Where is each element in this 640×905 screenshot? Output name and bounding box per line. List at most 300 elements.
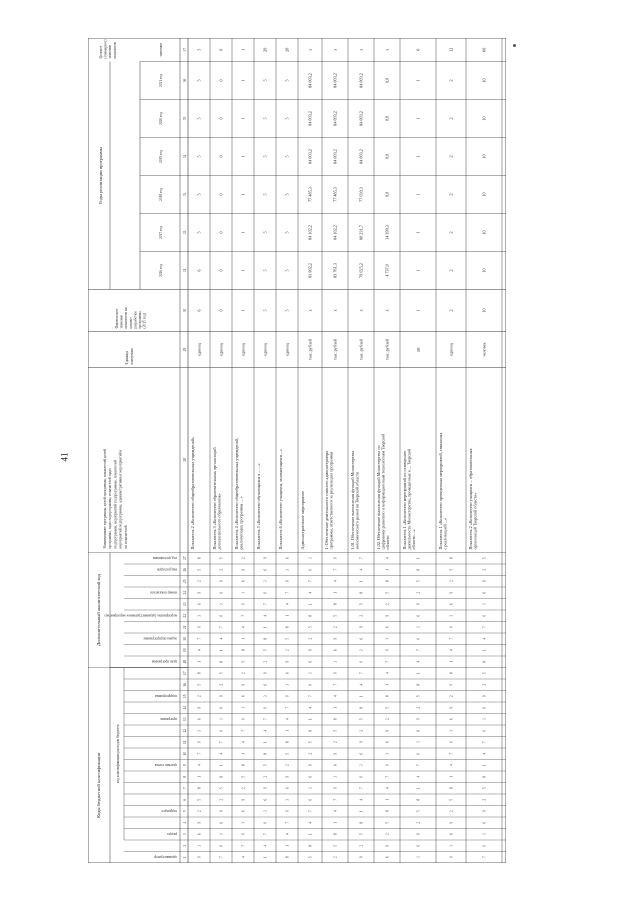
code-digit: 6: [285, 557, 290, 560]
row-name: [212, 447, 222, 550]
code-digit: 3: [285, 683, 290, 686]
code-digit: 7: [285, 591, 290, 594]
column-number: 34: [183, 154, 187, 159]
code-digit: 7: [482, 856, 487, 859]
row-year-value: 10: [481, 116, 487, 121]
text-line: измерения: [130, 348, 134, 365]
code-digit: 9: [219, 810, 224, 813]
code-digit: 9: [359, 856, 364, 859]
column-number: 25: [183, 579, 187, 584]
code-digit: 3: [333, 775, 338, 778]
text-line: (2015 год): [142, 313, 147, 329]
code-digit: 7: [359, 787, 364, 790]
row-target-value: 60: [481, 47, 487, 52]
row-year-value: 5: [284, 155, 290, 158]
text-line: с реализацией ...»: [442, 517, 448, 550]
code-digit: 0: [482, 729, 487, 732]
row-target-value: x: [332, 48, 338, 51]
code-digit: 8: [308, 614, 313, 617]
code-digit: 6: [263, 568, 268, 571]
row-target-value: 5: [196, 48, 202, 51]
code-digit: 4: [241, 856, 246, 859]
code-digit: 6: [416, 729, 421, 732]
code-digit: 2: [333, 856, 338, 859]
text-line: значение: [119, 314, 124, 329]
row-year-value: 0: [218, 79, 224, 82]
row-target-value: 0: [218, 48, 224, 51]
code-digit: 6: [219, 821, 224, 824]
code-digit: 6: [359, 637, 364, 640]
code-digit: 9: [385, 614, 390, 617]
code-digit: 9: [285, 660, 290, 663]
code-subheader: подраздел: [161, 808, 177, 813]
text-line: деятельности Министерства, проведенных в ... Тверской: [406, 448, 412, 550]
code-digit: 0: [359, 775, 364, 778]
code-digit: 0: [285, 580, 290, 583]
code-digit: 4: [449, 649, 454, 652]
code-digit: 6: [449, 603, 454, 606]
code-digit: 3: [219, 833, 224, 836]
code-digit: 1: [333, 706, 338, 709]
code-digit: 6: [385, 741, 390, 744]
row-year-value: 84 102,2: [332, 225, 338, 240]
column-number: 1: [183, 856, 187, 859]
row-year-value: 2: [448, 193, 454, 196]
code-digit: 1: [241, 637, 246, 640]
code-digit: 3: [359, 649, 364, 652]
text-line: Целевое: [99, 45, 103, 59]
code-digit: 9: [197, 821, 202, 824]
row-year-value: 84 003,2: [358, 111, 364, 126]
page-number: 41: [59, 452, 70, 462]
text-line: Единица: [125, 351, 129, 365]
row-year-value: 0,0: [384, 153, 390, 160]
code-digit: 5: [333, 844, 338, 847]
code-digit: 9: [449, 706, 454, 709]
code-digit: 5: [416, 580, 421, 583]
row-unit: тыс. рублей: [384, 339, 390, 360]
column-number: 9: [183, 764, 187, 767]
code-digit: 7: [219, 626, 224, 629]
code-digit: 5: [449, 798, 454, 801]
code-digit: 8: [333, 603, 338, 606]
code-digit: 9: [449, 821, 454, 824]
code-digit: 3: [308, 672, 313, 675]
row-name: [190, 437, 195, 550]
year-header: 2019 год: [159, 150, 163, 163]
code-digit: 6: [197, 603, 202, 606]
column-number: 32: [183, 230, 187, 235]
code-digit: 2: [385, 833, 390, 836]
code-digit: 5: [219, 557, 224, 560]
column-number: 19: [183, 648, 187, 653]
column-number: 27: [183, 556, 187, 561]
code-digit: 4: [285, 603, 290, 606]
code-digit: 9: [241, 798, 246, 801]
code-digit: 5: [333, 614, 338, 617]
text-line: показателя: [112, 41, 117, 59]
scan-mark: [513, 44, 516, 47]
column-number: 5: [183, 810, 187, 813]
code-digit: 2: [219, 683, 224, 686]
row-year-value: 1: [240, 193, 246, 196]
code-digit: 7: [241, 614, 246, 617]
code-digit: 7: [333, 798, 338, 801]
row-year-value: 5: [284, 269, 290, 272]
code-digit: 2: [359, 729, 364, 732]
code-digit: 6: [241, 695, 246, 698]
text-line: программы, задач подпрограммы, показателей задач: [108, 468, 113, 549]
code-digit: 6: [482, 821, 487, 824]
text-line: Наименование программы, целей программы, показателей целей: [103, 449, 107, 549]
code-digit: 3: [333, 660, 338, 663]
row-target-value: 6: [415, 48, 421, 51]
code-digit: 2: [359, 614, 364, 617]
code-digit: 1: [416, 787, 421, 790]
code-digit: 3: [197, 614, 202, 617]
code-digit: 1: [333, 591, 338, 594]
code-digit: 5: [385, 821, 390, 824]
column-number: 8: [183, 775, 187, 778]
row-year-value: 5: [196, 231, 202, 234]
row-year-value: 5: [284, 193, 290, 196]
code-digit: 5: [416, 810, 421, 813]
code-digit: 8: [416, 683, 421, 686]
code-digit: 2: [385, 718, 390, 721]
code-digit: 7: [482, 741, 487, 744]
code-digit: 2: [359, 844, 364, 847]
column-number: 16: [183, 682, 187, 687]
code-digit: 6: [219, 591, 224, 594]
row-unit: тыс. рублей: [358, 339, 364, 360]
column-number: 10: [183, 751, 187, 756]
code-digit: 5: [333, 729, 338, 732]
code-digit: 7: [385, 775, 390, 778]
code-digit: 1: [219, 649, 224, 652]
code-digit: 3: [416, 856, 421, 859]
code-digit: 3: [219, 603, 224, 606]
row-year-value: 84 003,2: [358, 149, 364, 164]
row-target-value: 20: [262, 47, 268, 52]
text-line: дополнительного образования»: [216, 493, 222, 550]
code-digit: 9: [197, 591, 202, 594]
text-line: Показатель 6 «Количество учащихся, занимающихся ...»: [278, 448, 283, 550]
code-digit: 2: [197, 580, 202, 583]
code-digit: 9: [241, 683, 246, 686]
header-budget-codes: Коды бюджетной классификации: [96, 752, 101, 818]
column-number: 18: [183, 659, 187, 664]
code-digit: 9: [482, 810, 487, 813]
text-line: Фактическое: [115, 308, 119, 329]
row-year-value: 0: [218, 193, 224, 196]
text-line: программы: [138, 311, 142, 329]
code-digit: 2: [449, 695, 454, 698]
code-digit: 6: [285, 672, 290, 675]
code-digit: 4: [285, 718, 290, 721]
row-year-value: 5: [262, 117, 268, 120]
code-digit: 5: [482, 557, 487, 560]
column-number: 4: [183, 821, 187, 824]
code-digit: 9: [263, 557, 268, 560]
code-digit: 2: [385, 603, 390, 606]
code-digit: 6: [416, 844, 421, 847]
code-digit: 2: [285, 764, 290, 767]
row-year-value: 10: [481, 192, 487, 197]
code-digit: 0: [449, 856, 454, 859]
row-year-value: 1: [415, 269, 421, 272]
code-digit: 0: [482, 844, 487, 847]
row-year-value: 6: [196, 269, 202, 272]
row-name: [468, 448, 478, 550]
year-header: 2021 год: [159, 74, 163, 87]
code-digit: 5: [219, 787, 224, 790]
row-name: [234, 438, 244, 550]
column-number: 31: [183, 268, 187, 273]
code-digit: 4: [263, 844, 268, 847]
text-line: 1.01. Обеспечение выполнения функций Министерства: [350, 450, 355, 550]
code-digit: 3: [416, 626, 421, 629]
column-number: 33: [183, 192, 187, 197]
row-name: [278, 449, 284, 550]
code-digit: 6: [308, 775, 313, 778]
column-number: 30: [183, 308, 187, 313]
text-line: момент: [128, 317, 133, 329]
code-digit: 4: [482, 637, 487, 640]
row-year-value: 5: [196, 193, 202, 196]
row-year-value: 84 102,2: [307, 225, 313, 240]
code-digit: 8: [219, 660, 224, 663]
row-year-value: 5: [262, 193, 268, 196]
code-digit: 3: [482, 603, 487, 606]
row-unit: единиц: [196, 343, 202, 356]
text-line: области: [385, 535, 391, 550]
code-digit: 0: [416, 752, 421, 755]
code-subheader: мероприятие (административное мероприятие): [104, 613, 177, 618]
code-digit: 8: [285, 741, 290, 744]
code-digit: 4: [308, 591, 313, 594]
code-digit: 7: [308, 810, 313, 813]
code-digit: 5: [285, 752, 290, 755]
code-digit: 3: [263, 580, 268, 583]
text-line: Показатель 2 «Количество учащихся ... образовательных: [468, 448, 473, 550]
row-base-value: 0: [218, 309, 224, 312]
text-line: значение: [108, 44, 113, 59]
column-number: 3: [183, 833, 187, 836]
code-digit: 2: [263, 660, 268, 663]
code-digit: 8: [385, 695, 390, 698]
code-digit: 8: [219, 775, 224, 778]
code-digit: 9: [285, 775, 290, 778]
code-digit: 5: [308, 741, 313, 744]
text-line: подпрограммы, мероприятий подпрограммы, показателей: [113, 459, 118, 549]
code-digit: 1: [197, 660, 202, 663]
row-year-value: 1: [240, 117, 246, 120]
code-digit: 2: [219, 568, 224, 571]
code-digit: 8: [197, 557, 202, 560]
code-digit: 6: [359, 752, 364, 755]
row-base-value: x: [332, 309, 338, 312]
code-digit: 2: [197, 695, 202, 698]
code-digit: 2: [416, 821, 421, 824]
row-name: [438, 432, 448, 550]
code-digit: 4: [449, 764, 454, 767]
code-digit: 4: [263, 614, 268, 617]
column-number: 23: [183, 602, 187, 607]
code-digit: 5: [308, 626, 313, 629]
year-header: 2020 год: [159, 112, 163, 125]
column-number: 37: [183, 47, 187, 52]
code-digit: 7: [385, 660, 390, 663]
code-digit: 0: [263, 591, 268, 594]
code-digit: 8: [308, 844, 313, 847]
text-line: мероприятий подпрограммы, административных мероприятий и: [118, 449, 123, 549]
code-digit: 9: [416, 833, 421, 836]
row-name: [376, 433, 390, 550]
code-digit: 7: [359, 672, 364, 675]
code-digit: 8: [197, 672, 202, 675]
code-digit: 9: [333, 637, 338, 640]
code-digit: 1: [482, 764, 487, 767]
code-digit: 7: [263, 603, 268, 606]
row-year-value: 2: [448, 79, 454, 82]
code-digit: 9: [359, 626, 364, 629]
code-digit: 0: [241, 718, 246, 721]
row-base-value: 2: [448, 309, 454, 312]
row-year-value: 77 485,3: [307, 187, 313, 202]
row-target-value: 12: [448, 47, 454, 52]
code-digit: 1: [359, 580, 364, 583]
row-year-value: 5: [262, 155, 268, 158]
code-subheader: раздел: [167, 831, 177, 836]
code-digit: 5: [359, 718, 364, 721]
header-base-year: [115, 307, 147, 328]
code-digit: 0: [219, 729, 224, 732]
text-line: 1.02. Обеспечение выполнения функций Министерства по: [376, 445, 381, 550]
code-digit: 3: [449, 614, 454, 617]
code-digit: 9: [449, 591, 454, 594]
year-header: 2016 год: [159, 264, 163, 277]
code-digit: 6: [285, 787, 290, 790]
row-year-value: 77 030,3: [358, 187, 364, 202]
row-year-value: 0,0: [384, 115, 390, 122]
code-digit: 7: [333, 568, 338, 571]
code-digit: 7: [197, 752, 202, 755]
code-digit: 0: [308, 568, 313, 571]
row-base-value: 1: [415, 309, 421, 312]
code-digit: 7: [263, 833, 268, 836]
code-digit: 1: [482, 649, 487, 652]
row-year-value: 84 003,2: [307, 111, 313, 126]
code-digit: 4: [416, 775, 421, 778]
code-digit: 2: [219, 798, 224, 801]
row-year-value: 1: [240, 269, 246, 272]
code-digit: 5: [197, 568, 202, 571]
code-digit: 9: [263, 787, 268, 790]
code-digit: 8: [482, 660, 487, 663]
column-number: 17: [183, 671, 187, 676]
code-digit: 8: [416, 568, 421, 571]
code-digit: 1: [263, 626, 268, 629]
row-year-value: 0: [218, 231, 224, 234]
code-digit: 2: [241, 557, 246, 560]
code-digit: 7: [416, 764, 421, 767]
header-name: [103, 449, 128, 549]
code-digit: 0: [333, 672, 338, 675]
code-digit: 3: [285, 798, 290, 801]
code-digit: 5: [241, 660, 246, 663]
code-digit: 4: [385, 557, 390, 560]
code-digit: 3: [241, 591, 246, 594]
code-digit: 6: [385, 856, 390, 859]
code-digit: 1: [219, 764, 224, 767]
code-digit: 6: [308, 660, 313, 663]
code-digit: 7: [449, 637, 454, 640]
column-number: 36: [183, 78, 187, 83]
code-digit: 9: [308, 649, 313, 652]
row-year-value: 2: [448, 117, 454, 120]
code-digit: 8: [263, 752, 268, 755]
code-digit: 3: [385, 637, 390, 640]
row-year-value: 5: [262, 269, 268, 272]
column-number: 12: [183, 728, 187, 733]
code-digit: 7: [219, 856, 224, 859]
row-year-value: 14 399,3: [384, 225, 390, 240]
text-line: программы, ответственного за реализацию программы: [328, 451, 334, 550]
column-number: 2: [183, 844, 187, 847]
column-number: 14: [183, 705, 187, 710]
row-year-value: 84 003,2: [332, 111, 338, 126]
row-name: [350, 451, 360, 550]
row-unit: единиц: [262, 343, 268, 356]
column-number: 6: [183, 798, 187, 801]
row-year-value: 5: [284, 231, 290, 234]
code-subheader: программа: [160, 716, 177, 721]
code-digit: 0: [333, 787, 338, 790]
code-digit: 0: [197, 626, 202, 629]
code-digit: 0: [197, 856, 202, 859]
text-line: показателя на: [124, 307, 129, 329]
row-year-value: 1: [415, 231, 421, 234]
code-digit: 4: [333, 580, 338, 583]
code-digit: 2: [416, 591, 421, 594]
code-digit: 8: [449, 787, 454, 790]
code-digit: 0: [263, 821, 268, 824]
code-digit: 2: [241, 787, 246, 790]
row-year-value: 2: [448, 231, 454, 234]
row-unit: единиц: [284, 343, 290, 356]
row-year-value: 79 025,2: [358, 263, 364, 278]
row-unit: единиц: [448, 343, 454, 356]
code-digit: 3: [285, 568, 290, 571]
code-digit: 1: [263, 741, 268, 744]
code-digit: 1: [285, 614, 290, 617]
code-digit: 4: [359, 683, 364, 686]
code-digit: 6: [385, 626, 390, 629]
code-digit: 3: [482, 718, 487, 721]
code-digit: 7: [285, 706, 290, 709]
code-digit: 7: [333, 683, 338, 686]
code-digit: 9: [197, 706, 202, 709]
code-subheader: целевая статья: [154, 762, 177, 767]
code-digit: 5: [359, 603, 364, 606]
code-digit: 9: [263, 672, 268, 675]
code-digit: 9: [219, 580, 224, 583]
code-digit: 5: [219, 672, 224, 675]
row-year-value: 5: [284, 79, 290, 82]
code-digit: 7: [449, 752, 454, 755]
row-unit: человек: [481, 342, 487, 357]
code-digit: 3: [263, 695, 268, 698]
